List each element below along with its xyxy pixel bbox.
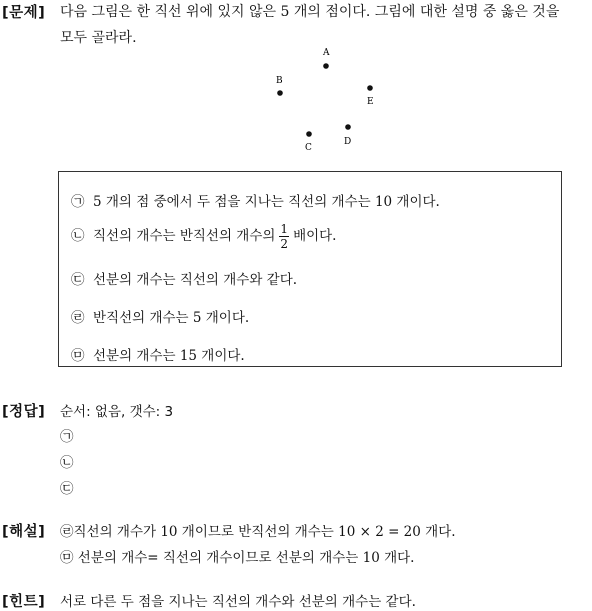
point-a xyxy=(322,48,330,69)
answer-item-1: ㉠ xyxy=(60,429,74,445)
statements-box xyxy=(58,171,562,367)
statement-2 xyxy=(71,222,336,251)
point-e-label: E xyxy=(367,97,374,107)
point-d xyxy=(344,124,351,147)
statement-4 xyxy=(71,306,249,326)
point-e xyxy=(367,85,374,107)
statement-2-text-before: 직선의 개수는 반직선의 개수의 xyxy=(93,228,276,244)
statement-3-text: 선분의 개수는 직선의 개수와 같다. xyxy=(93,272,298,288)
statement-1-marker: ㉠ xyxy=(71,194,85,210)
answer-label: [정답] xyxy=(2,404,46,420)
statement-5 xyxy=(71,344,245,364)
points-figure xyxy=(0,0,592,170)
answer-meta: 순서: 없음, 갯수: 3 xyxy=(60,404,174,420)
statement-3-marker: ㉢ xyxy=(71,272,85,288)
problem-label: [문제] xyxy=(2,5,46,21)
explanation-label: [해설] xyxy=(2,524,46,540)
statement-1 xyxy=(71,190,440,210)
point-b xyxy=(276,76,283,96)
fraction-one-half xyxy=(279,222,289,251)
statement-4-text: 반직선의 개수는 5 개이다. xyxy=(93,310,250,326)
statement-4-marker: ㉣ xyxy=(71,310,85,326)
statement-2-text-after: 배이다. xyxy=(293,228,337,244)
explanation-line-1: ㉣직선의 개수가 10 개이므로 반직선의 개수는 10 × 2 = 20 개다. xyxy=(60,524,456,540)
explanation-line-2: ㉤ 선분의 개수= 직선의 개수이므로 선분의 개수는 10 개다. xyxy=(60,550,415,566)
hint-text: 서로 다른 두 점을 지나는 직선의 개수와 선분의 개수는 같다. xyxy=(60,594,416,610)
point-c xyxy=(305,131,312,153)
statement-5-marker: ㉤ xyxy=(71,348,85,364)
statement-1-text: 5 개의 점 중에서 두 점을 지나는 직선의 개수는 10 개이다. xyxy=(93,194,440,210)
point-a-label: A xyxy=(323,48,330,58)
statement-2-marker: ㉡ xyxy=(71,228,85,244)
point-c-label: C xyxy=(305,143,312,153)
point-d-label: D xyxy=(344,137,352,147)
statement-5-text: 선분의 개수는 15 개이다. xyxy=(93,348,245,364)
fraction-denominator: 2 xyxy=(280,237,289,251)
fraction-numerator: 1 xyxy=(280,222,289,236)
hint-label: [힌트] xyxy=(2,594,46,610)
problem-text-line-1: 다음 그림은 한 직선 위에 있지 않은 5 개의 점이다. 그림에 대한 설명 중 옳은 것을 xyxy=(60,4,560,20)
statement-3 xyxy=(71,268,297,288)
answer-item-3: ㉢ xyxy=(60,481,74,497)
problem-text-line-2: 모두 골라라. xyxy=(60,30,137,46)
answer-item-2: ㉡ xyxy=(60,455,74,471)
point-b-label: B xyxy=(276,76,283,86)
